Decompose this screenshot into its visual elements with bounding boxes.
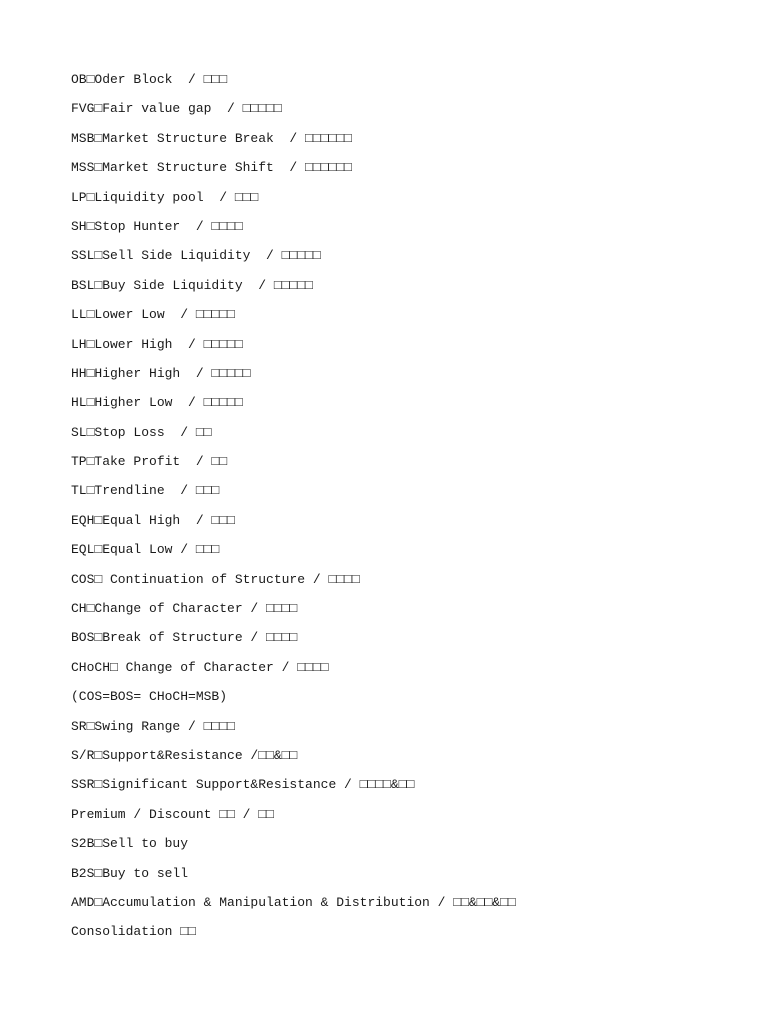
glossary-line-ll: LL□Lower Low / □□□□□ (71, 307, 235, 323)
glossary-line-b2s: B2S□Buy to sell (71, 865, 189, 881)
glossary-line-ssl: SSL□Sell Side Liquidity / □□□□□ (71, 248, 321, 264)
glossary-line-equivalence: (COS=BOS= CHoCH=MSB) (71, 689, 228, 705)
glossary-line-fvg: FVG□Fair value gap / □□□□□ (71, 101, 282, 117)
glossary-line-hh: HH□Higher High / □□□□□ (71, 365, 251, 381)
glossary-document (71, 70, 751, 952)
glossary-line-bsl: BSL□Buy Side Liquidity / □□□□□ (71, 277, 313, 293)
glossary-line-hl: HL□Higher Low / □□□□□ (71, 395, 243, 411)
glossary-line-s2b: S2B□Sell to buy (71, 836, 189, 852)
glossary-line-lh: LH□Lower High / □□□□□ (71, 336, 243, 352)
glossary-line-tp: TP□Take Profit / □□ (71, 454, 228, 470)
glossary-line-mss: MSS□Market Structure Shift / □□□□□□ (71, 160, 352, 176)
glossary-line-ch: CH□Change of Character / □□□□ (71, 601, 298, 617)
glossary-line-ob: OB□Oder Block / □□□ (71, 72, 228, 87)
glossary-line-lp: LP□Liquidity pool / □□□ (71, 189, 259, 205)
glossary-line-premium-discount: Premium / Discount □□ / □□ (71, 806, 274, 822)
glossary-line-support-resistance: S/R□Support&Resistance /□□&□□ (71, 747, 298, 763)
glossary-line-bos: BOS□Break of Structure / □□□□ (71, 630, 298, 646)
glossary-line-eql: EQL□Equal Low / □□□ (71, 542, 220, 558)
glossary-line-eqh: EQH□Equal High / □□□ (71, 512, 235, 528)
glossary-line-sh: SH□Stop Hunter / □□□□ (71, 218, 243, 234)
glossary-line-choch: CHoCH□ Change of Character / □□□□ (71, 659, 329, 675)
glossary-line-amd: AMD□Accumulation & Manipulation & Distribution / □□&□□&□□ (71, 894, 516, 910)
glossary-line-consolidation: Consolidation □□ (71, 924, 196, 940)
glossary-line-sl: SL□Stop Loss / □□ (71, 424, 212, 440)
glossary-line-tl: TL□Trendline / □□□ (71, 483, 220, 499)
glossary-line-ssr: SSR□Significant Support&Resistance / □□□□&□□ (71, 777, 415, 793)
glossary-line-cos: COS□ Continuation of Structure / □□□□ (71, 571, 360, 587)
glossary-line-msb: MSB□Market Structure Break / □□□□□□ (71, 130, 352, 146)
glossary-line-sr: SR□Swing Range / □□□□ (71, 718, 235, 734)
